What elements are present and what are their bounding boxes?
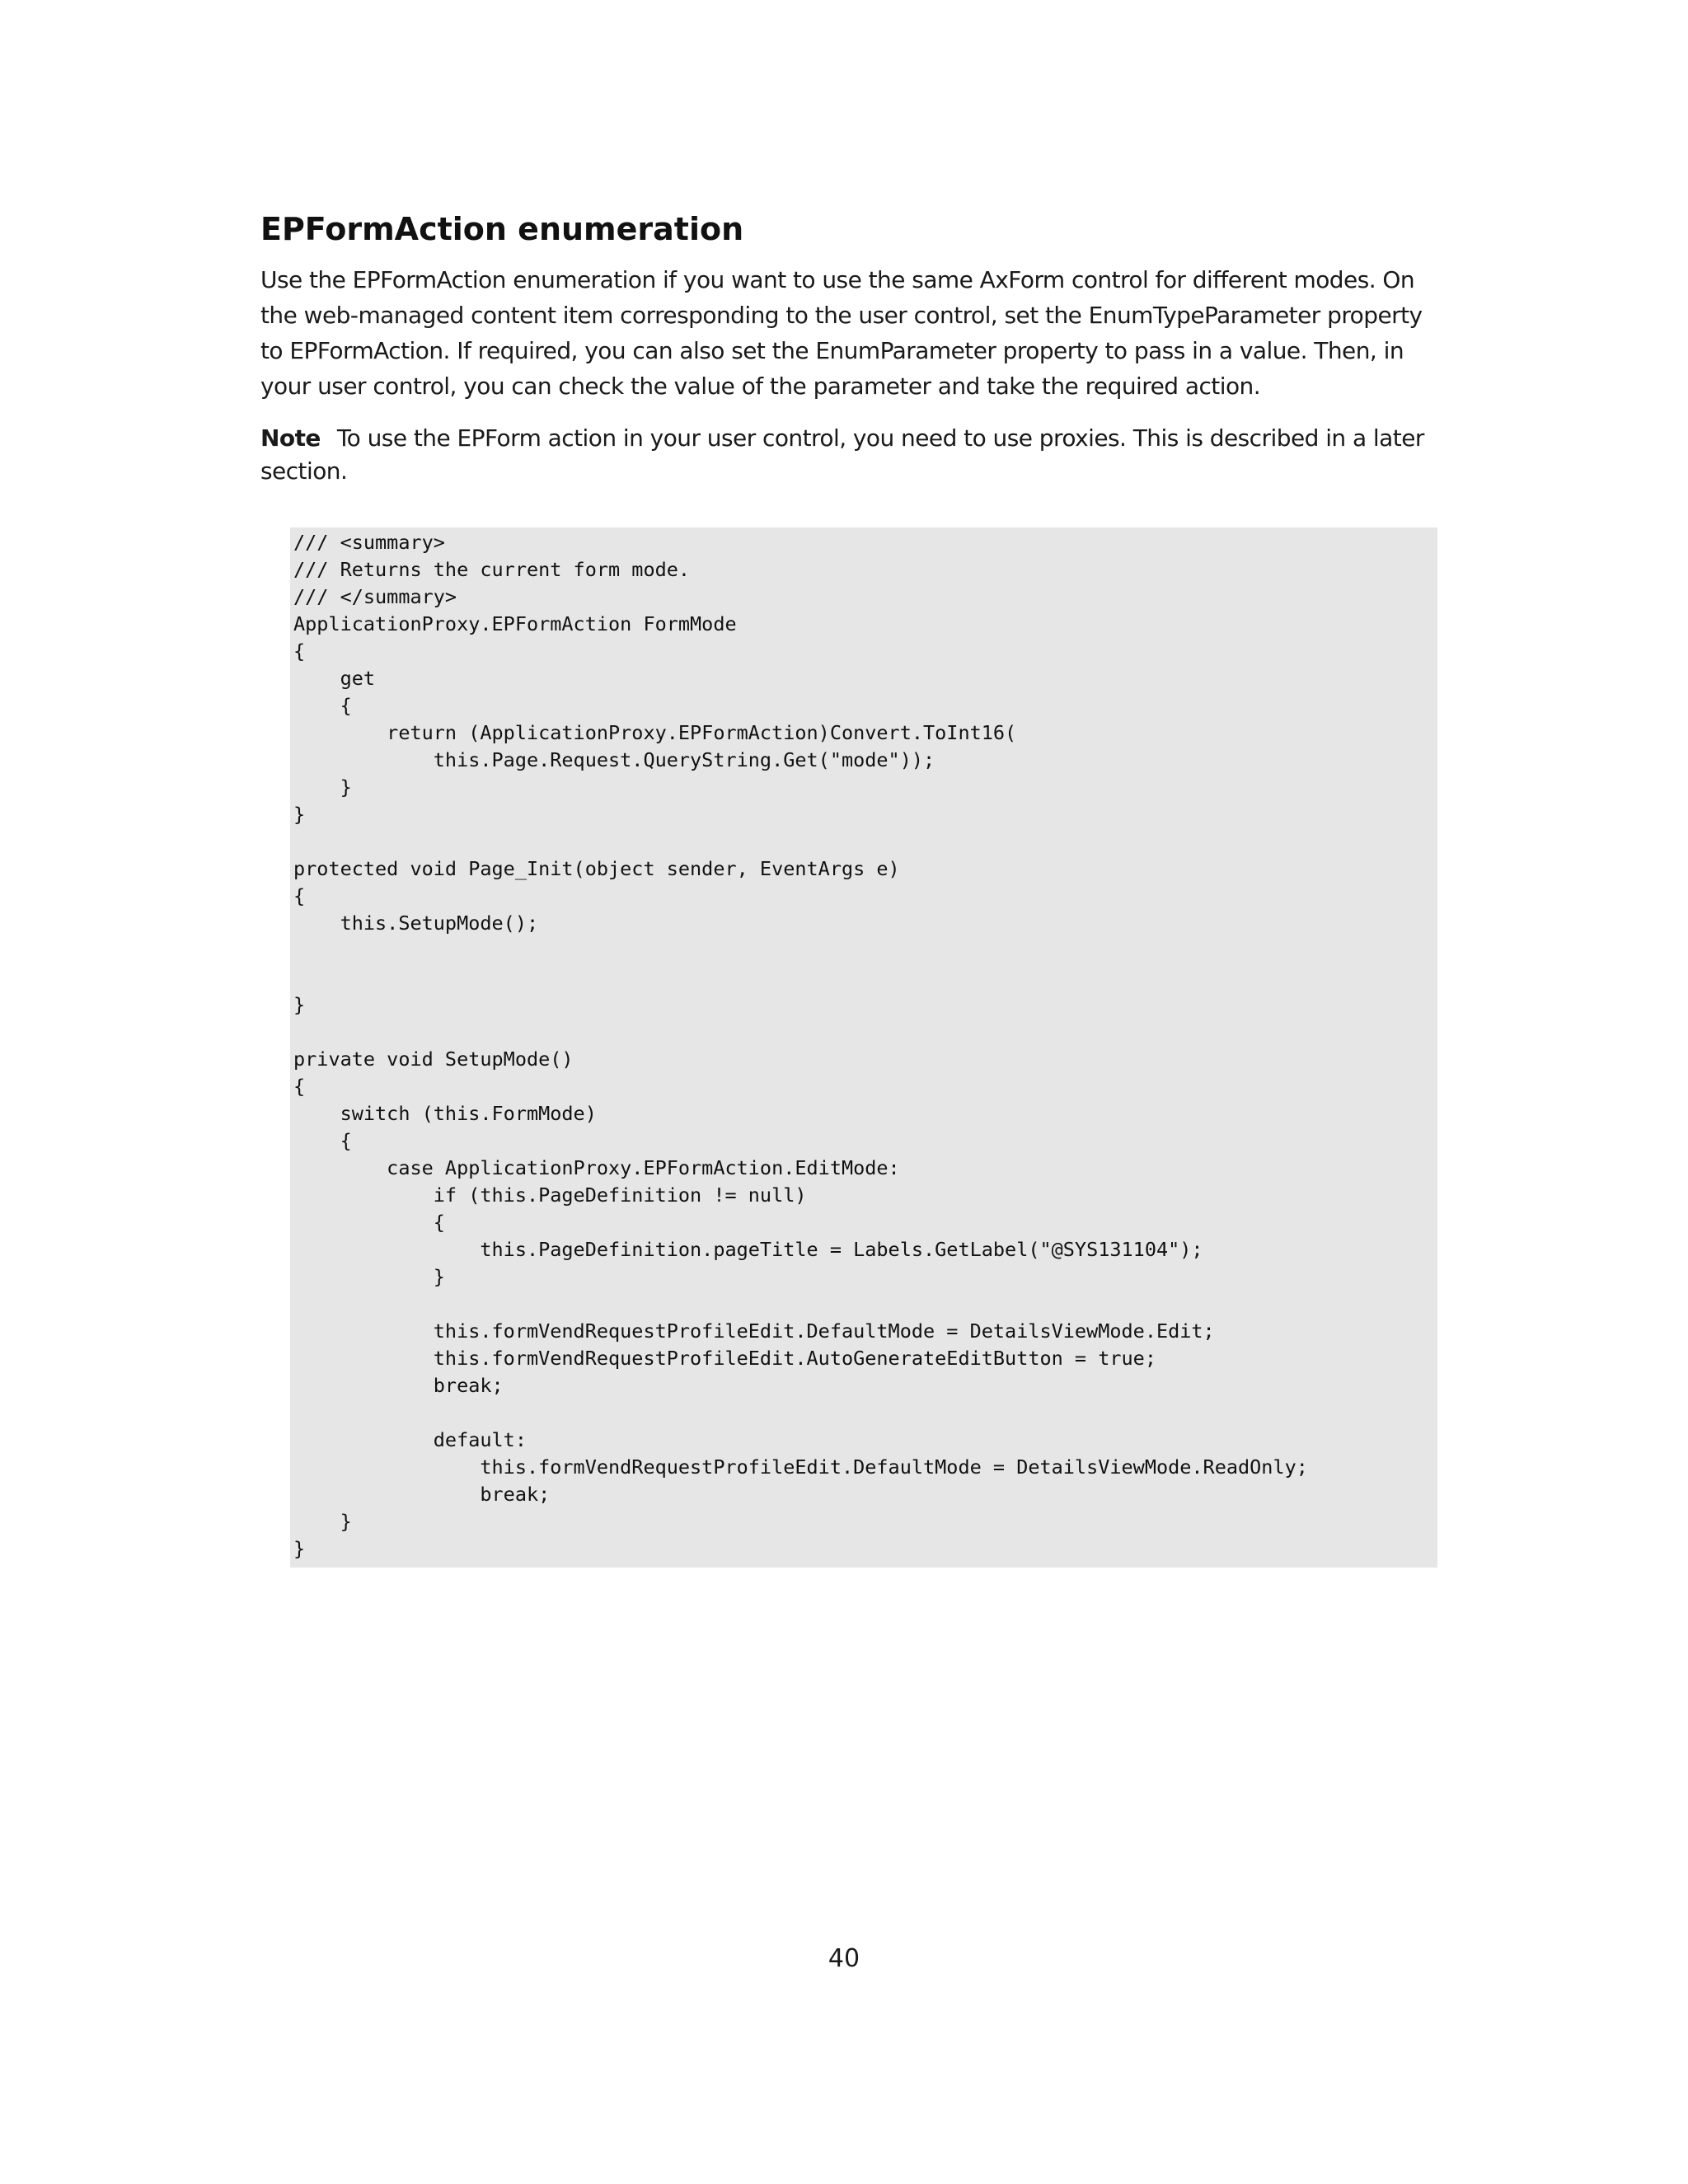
code-line: if (this.PageDefinition != null)	[293, 1183, 807, 1207]
code-line: /// </summary>	[293, 585, 457, 608]
code-line	[293, 964, 1437, 991]
section-heading: EPFormAction enumeration	[260, 211, 744, 247]
code-line: private void SetupMode()	[293, 1047, 574, 1071]
code-line: }	[293, 776, 352, 799]
code-line	[293, 937, 1437, 964]
code-line: /// Returns the current form mode.	[293, 558, 691, 581]
code-line	[293, 1291, 1437, 1318]
code-line: {	[293, 1211, 445, 1234]
note-paragraph	[260, 422, 1444, 488]
code-line	[293, 828, 1437, 855]
code-line: protected void Page_Init(object sender, EventArgs e)	[293, 857, 900, 880]
code-line: get	[293, 667, 376, 690]
code-block	[290, 527, 1437, 1568]
note-label: Note	[260, 424, 321, 452]
code-line: default:	[293, 1428, 527, 1451]
code-line: {	[293, 694, 352, 717]
code-line: this.formVendRequestProfileEdit.DefaultMode = DetailsViewMode.Edit;	[293, 1319, 1215, 1343]
code-line: this.formVendRequestProfileEdit.DefaultMode = DetailsViewMode.ReadOnly;	[293, 1455, 1308, 1479]
code-line: this.Page.Request.QueryString.Get("mode"));	[293, 748, 935, 771]
code-line: return (ApplicationProxy.EPFormAction)Convert.ToInt16(	[293, 721, 1017, 744]
code-line: {	[293, 884, 306, 907]
code-line: /// <summary>	[293, 531, 445, 554]
code-line: break;	[293, 1483, 551, 1506]
page-content	[260, 206, 1444, 1568]
code-line: }	[293, 1510, 352, 1533]
code-line: switch (this.FormMode)	[293, 1102, 597, 1125]
code-line: case ApplicationProxy.EPFormAction.EditMode:	[293, 1156, 900, 1179]
code-line	[293, 1399, 1437, 1427]
code-line: }	[293, 1265, 445, 1288]
code-line: }	[293, 1537, 306, 1560]
intro-paragraph: Use the EPFormAction enumeration if you want to use the same AxForm control for different modes. On the web-managed content item corresponding to the user control, set the EnumTypeParameter property to EPFormAction. If required, you can also set the EnumParameter property to pass in a value. Then, in your user control, you can check the value of the parameter and take the required action.	[260, 266, 1423, 400]
code-line: }	[293, 803, 306, 826]
code-line: this.SetupMode();	[293, 912, 539, 935]
code-line: {	[293, 1129, 352, 1152]
code-line: break;	[293, 1374, 504, 1397]
code-line: {	[293, 640, 306, 663]
code-line: }	[293, 993, 306, 1016]
code-line: {	[293, 1075, 306, 1098]
code-line	[293, 1019, 1437, 1046]
note-text: To use the EPForm action in your user control, you need to use proxies. This is described in a later section.	[260, 424, 1424, 485]
code-line: this.formVendRequestProfileEdit.AutoGenerateEditButton = true;	[293, 1347, 1156, 1370]
page-number: 40	[828, 1944, 860, 1973]
code-line: this.PageDefinition.pageTitle = Labels.GetLabel("@SYS131104");	[293, 1238, 1203, 1261]
code-line: ApplicationProxy.EPFormAction FormMode	[293, 612, 737, 635]
